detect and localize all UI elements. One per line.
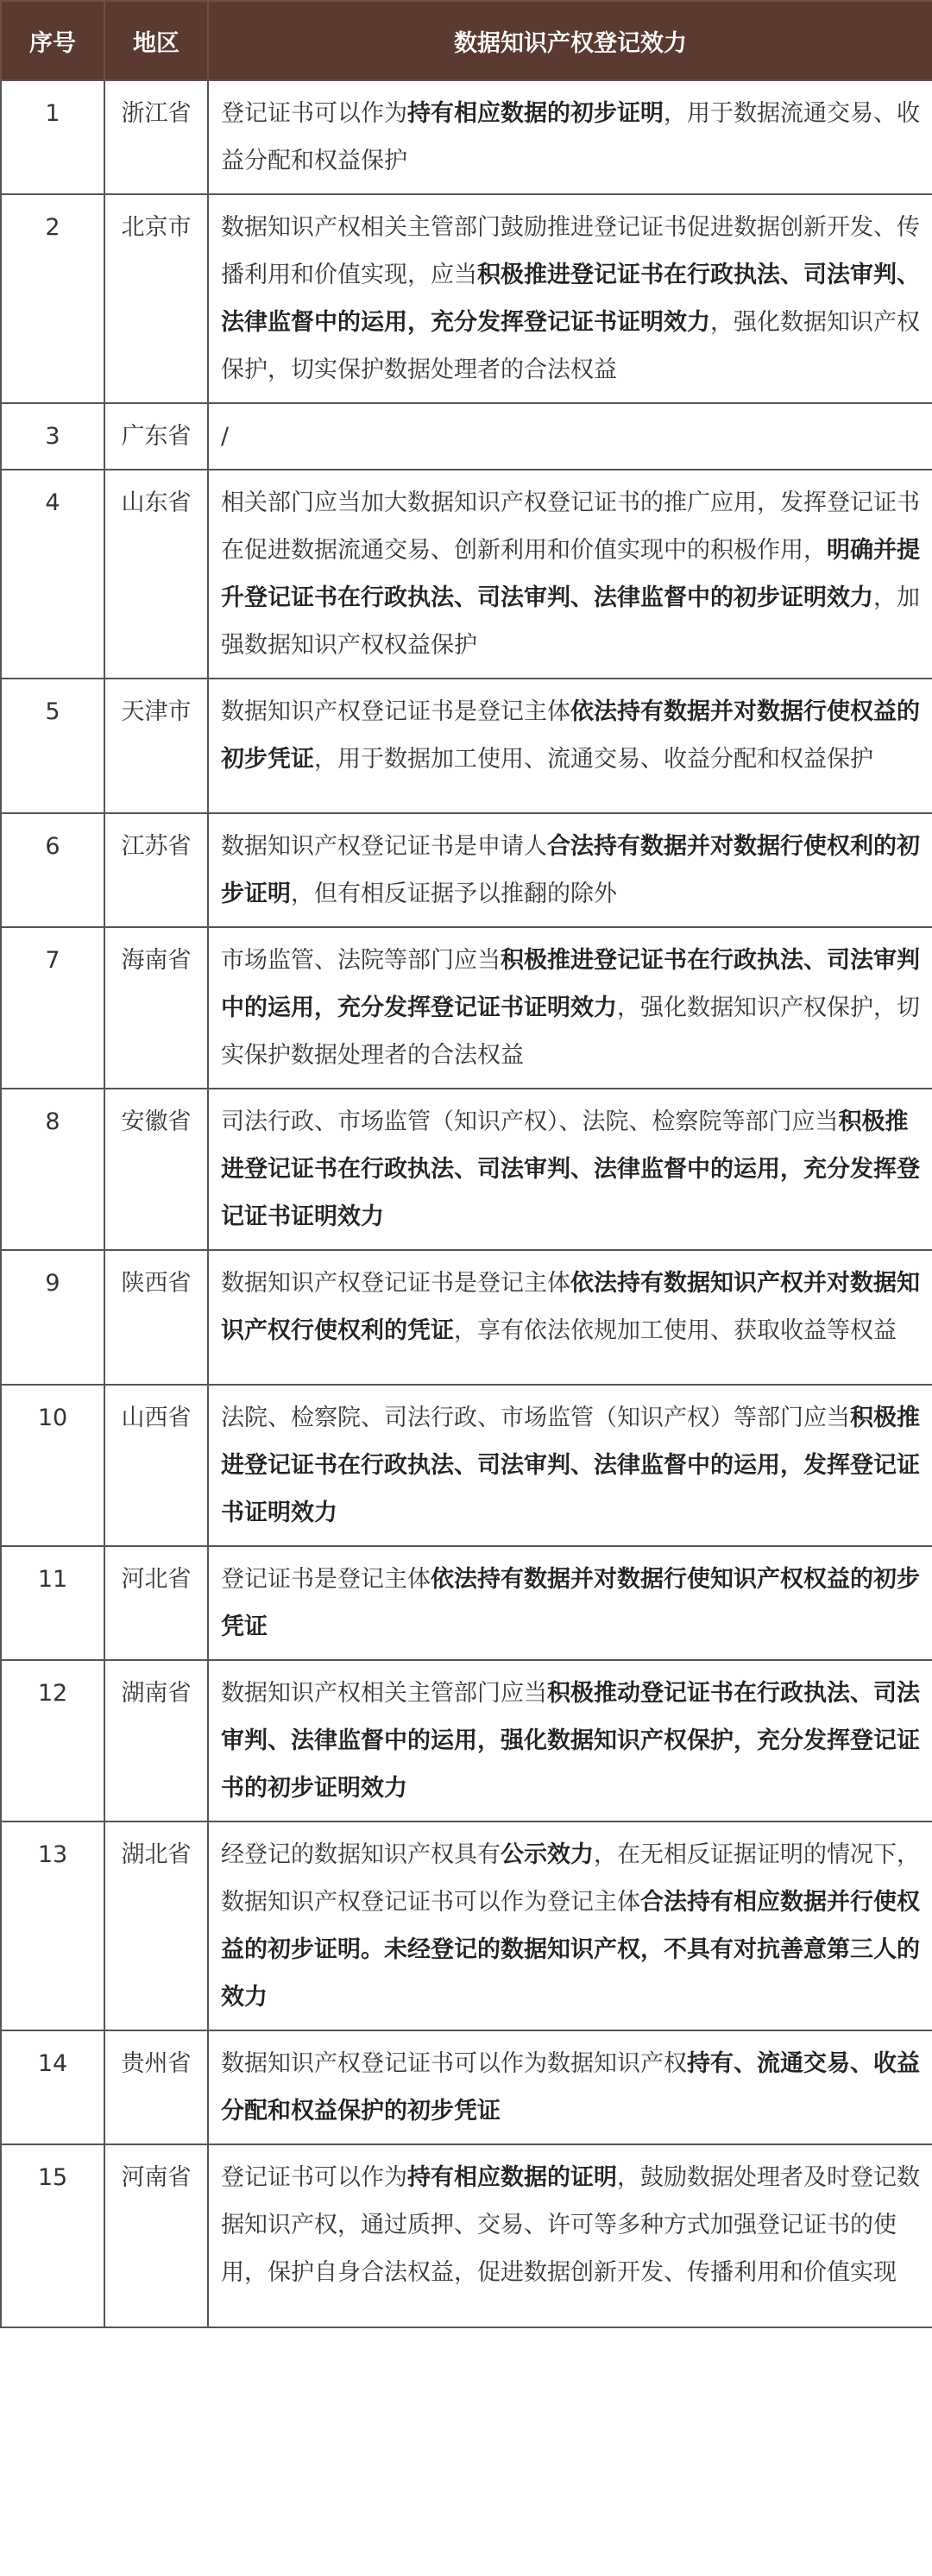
effect-emphasis: 依法持有数据并对数据行使权益的初步凭证 (221, 698, 920, 773)
table-body (1, 80, 932, 2327)
table-header (1, 1, 932, 80)
effect-text: 法院、检察院、司法行政、市场监管（知识产权）等部门应当 (221, 1405, 850, 1431)
row-effect (208, 1385, 932, 1546)
effect-text: ，加强数据知识产权权益保护 (221, 584, 920, 659)
row-effect (208, 403, 932, 470)
row-region: 天津市 (104, 679, 208, 813)
effect-emphasis: 积极推动登记证书在行政执法、司法审判、法律监督中的运用，强化数据知识产权保护，充分发挥登记证书的初步证明效力 (221, 1680, 920, 1802)
effect-text: ，强化数据知识产权保护，切实保护数据处理者的合法权益 (221, 309, 920, 383)
table-row (1, 679, 932, 813)
row-index: 3 (1, 403, 104, 470)
row-effect (208, 1660, 932, 1822)
header-index: 序号 (1, 1, 104, 80)
row-index: 6 (1, 813, 104, 927)
row-region: 湖南省 (104, 1660, 208, 1822)
row-index: 10 (1, 1385, 104, 1546)
effect-text: 登记证书可以作为 (221, 100, 407, 127)
row-index: 15 (1, 2144, 104, 2327)
effect-emphasis: 积极推进登记证书在行政执法、司法审判、法律监督中的运用，充分发挥登记证书证明效力 (221, 262, 920, 336)
row-region: 山西省 (104, 1385, 208, 1546)
effect-text: 数据知识产权登记证书是登记主体 (221, 1270, 570, 1297)
row-region: 北京市 (104, 194, 208, 403)
row-effect (208, 927, 932, 1089)
effect-text: ，用于数据加工使用、流通交易、收益分配和权益保护 (314, 746, 873, 773)
row-effect (208, 194, 932, 403)
row-index: 7 (1, 927, 104, 1089)
effect-text: / (221, 423, 230, 450)
row-index: 1 (1, 80, 104, 194)
effect-text: ，强化数据知识产权保护，切实保护数据处理者的合法权益 (221, 994, 920, 1069)
row-region: 山东省 (104, 470, 208, 679)
effect-emphasis: 合法持有相应数据并行使权益的初步证明。未经登记的数据知识产权，不具有对抗善意第三人的效力 (221, 1889, 920, 2011)
effect-emphasis: 合法持有数据并对数据行使权利的初步证明 (221, 833, 920, 907)
table-row (1, 2030, 932, 2144)
row-index: 5 (1, 679, 104, 813)
effect-emphasis: 明确并提升登记证书在行政执法、司法审判、法律监督中的初步证明效力 (221, 537, 920, 611)
table-row (1, 1546, 932, 1660)
row-region: 海南省 (104, 927, 208, 1089)
row-region: 湖北省 (104, 1822, 208, 2030)
effect-text: ，鼓励数据处理者及时登记数据知识产权，通过质押、交易、许可等多种方式加强登记证书的使用，保护自身合法权益，促进数据创新开发、传播利用和价值实现 (221, 2164, 920, 2286)
effect-emphasis: 依法持有数据知识产权并对数据知识产权行使权利的凭证 (221, 1270, 920, 1344)
effect-text: ，但有相反证据予以推翻的除外 (291, 881, 617, 907)
row-effect (208, 470, 932, 679)
table-row (1, 1250, 932, 1385)
table-row (1, 80, 932, 194)
row-region: 贵州省 (104, 2030, 208, 2144)
table-row (1, 813, 932, 927)
effect-emphasis: 积极推进登记证书在行政执法、司法审判、法律监督中的运用，充分发挥登记证书证明效力 (221, 1108, 920, 1230)
row-effect (208, 813, 932, 927)
table-row (1, 470, 932, 679)
effect-emphasis: 公示效力 (501, 1841, 594, 1868)
effect-text: 市场监管、法院等部门应当 (221, 947, 501, 974)
effect-text: 登记证书是登记主体 (221, 1566, 431, 1593)
effect-text: 登记证书可以作为 (221, 2164, 407, 2191)
effect-text: 数据知识产权登记证书是申请人 (221, 833, 547, 860)
effect-text: 相关部门应当加大数据知识产权登记证书的推广应用，发挥登记证书在促进数据流通交易、创新利用和价值实现中的积极作用， (221, 489, 920, 564)
effect-text: 司法行政、市场监管（知识产权）、法院、检察院等部门应当 (221, 1108, 839, 1135)
effect-text: 数据知识产权相关主管部门应当 (221, 1680, 547, 1707)
table-row (1, 927, 932, 1089)
row-index: 2 (1, 194, 104, 403)
effect-text: 数据知识产权登记证书是登记主体 (221, 698, 570, 725)
table-row (1, 403, 932, 470)
table-row (1, 1822, 932, 2030)
effect-text: ，在无相反证据证明的情况下，数据知识产权登记证书可以作为登记主体 (221, 1841, 920, 1916)
row-effect (208, 679, 932, 813)
table-row (1, 1385, 932, 1546)
row-region: 河北省 (104, 1546, 208, 1660)
table-row (1, 194, 932, 403)
effect-emphasis: 持有、流通交易、收益分配和权益保护的初步凭证 (221, 2050, 920, 2125)
row-effect (208, 2144, 932, 2327)
row-index: 4 (1, 470, 104, 679)
row-index: 14 (1, 2030, 104, 2144)
row-index: 13 (1, 1822, 104, 2030)
effect-text: ，享有依法依规加工使用、获取收益等权益 (454, 1317, 897, 1344)
row-index: 9 (1, 1250, 104, 1385)
effect-text: 经登记的数据知识产权具有 (221, 1841, 501, 1868)
header-region: 地区 (104, 1, 208, 80)
effect-text: 数据知识产权相关主管部门鼓励推进登记证书促进数据创新开发、传播利用和价值实现，应当 (221, 214, 920, 288)
effect-emphasis: 依法持有数据并对数据行使知识产权权益的初步凭证 (221, 1566, 920, 1640)
row-effect (208, 1822, 932, 2030)
header-row (1, 1, 932, 80)
row-region: 广东省 (104, 403, 208, 470)
table-row (1, 1660, 932, 1822)
header-effect: 数据知识产权登记效力 (208, 1, 932, 80)
row-region: 河南省 (104, 2144, 208, 2327)
row-index: 8 (1, 1089, 104, 1250)
table-row (1, 1089, 932, 1250)
effect-emphasis: 持有相应数据的证明 (407, 2164, 617, 2191)
effect-emphasis: 积极推进登记证书在行政执法、司法审判、法律监督中的运用，发挥登记证书证明效力 (221, 1405, 920, 1526)
effect-emphasis: 积极推进登记证书在行政执法、司法审判中的运用，充分发挥登记证书证明效力 (221, 947, 920, 1021)
row-effect (208, 2030, 932, 2144)
row-region: 陕西省 (104, 1250, 208, 1385)
row-index: 11 (1, 1546, 104, 1660)
row-effect (208, 1546, 932, 1660)
row-effect (208, 80, 932, 194)
row-region: 江苏省 (104, 813, 208, 927)
effect-text: 数据知识产权登记证书可以作为数据知识产权 (221, 2050, 687, 2077)
table-row (1, 2144, 932, 2327)
row-effect (208, 1089, 932, 1250)
row-region: 浙江省 (104, 80, 208, 194)
row-effect (208, 1250, 932, 1385)
row-region: 安徽省 (104, 1089, 208, 1250)
row-index: 12 (1, 1660, 104, 1822)
effect-text: ，用于数据流通交易、收益分配和权益保护 (221, 100, 920, 174)
effect-emphasis: 持有相应数据的初步证明 (407, 100, 664, 127)
